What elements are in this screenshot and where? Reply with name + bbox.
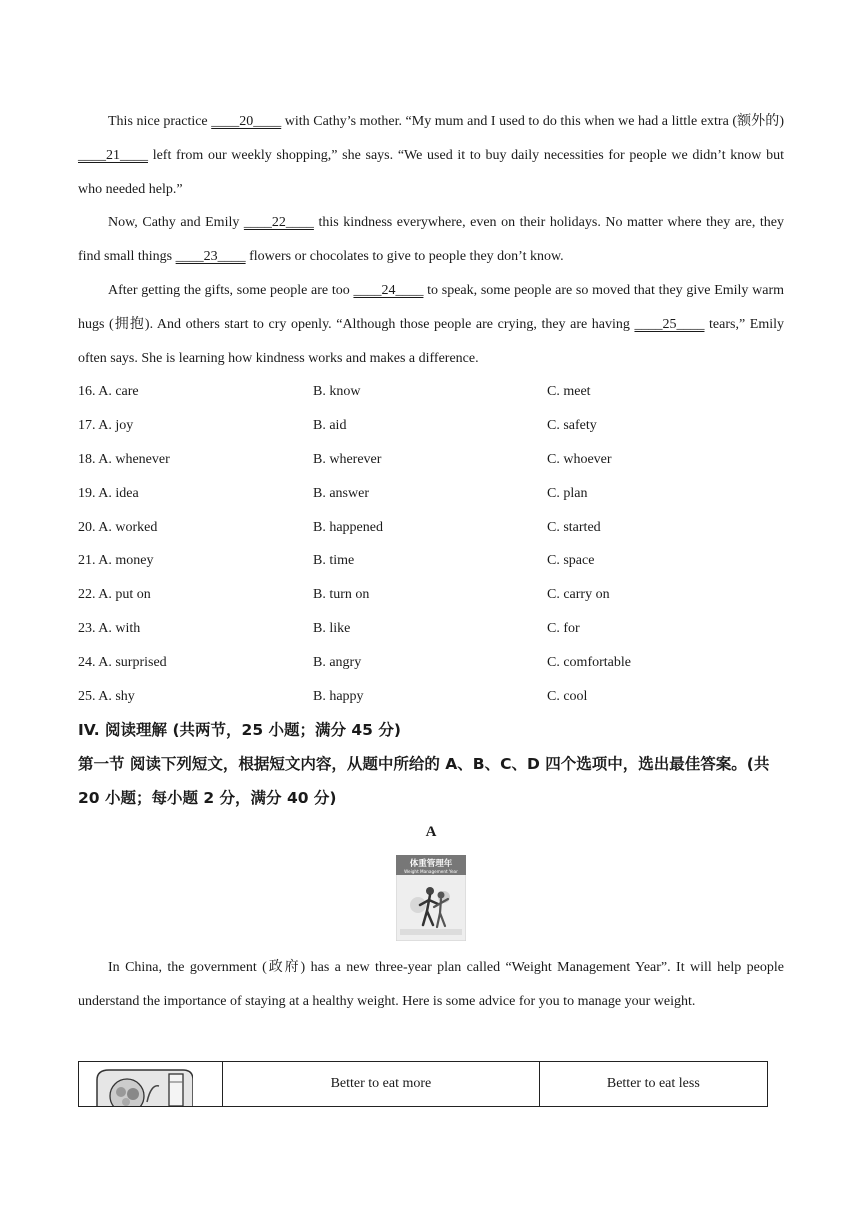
part-title: A	[425, 824, 437, 841]
blank-23: ____23____	[175, 249, 246, 265]
option-a: 16. A. care	[78, 384, 139, 400]
option-row	[78, 443, 784, 477]
passage-paragraph-1	[78, 105, 784, 206]
option-c: C. safety	[547, 418, 597, 434]
option-row	[78, 578, 784, 612]
text: This nice practice	[108, 114, 212, 129]
text: flowers or chocolates to give to people they don’t know.	[245, 249, 564, 265]
option-c: C. whoever	[547, 451, 612, 467]
table-row	[79, 1062, 768, 1107]
poster-title: 体重管理年	[409, 859, 453, 870]
option-a: 19. A. idea	[78, 485, 139, 501]
option-b: B. like	[313, 620, 351, 636]
option-c: C. for	[547, 620, 580, 636]
weight-management-poster-image	[396, 855, 466, 941]
option-row	[78, 646, 784, 680]
option-row	[78, 409, 784, 443]
text: this kindness everywhere, even on their holidays. No matter where they are, they find small things	[78, 215, 784, 265]
option-row	[78, 477, 784, 511]
text: Now, Cathy and Emily	[108, 215, 244, 231]
option-row	[78, 511, 784, 545]
text: left from our weekly shopping,” she says. “We used it to buy daily necessities for people we didn’t know but who needed help.”	[78, 147, 784, 197]
option-c: C. comfortable	[547, 654, 631, 670]
option-row	[78, 375, 784, 409]
food-image-cell	[79, 1062, 223, 1107]
option-a: 18. A. whenever	[78, 451, 170, 467]
option-a: 23. A. with	[78, 620, 141, 636]
option-b: B. happened	[313, 519, 383, 535]
option-a: 17. A. joy	[78, 418, 134, 434]
option-b: B. wherever	[313, 451, 382, 467]
blank-21: ____21____	[78, 147, 148, 163]
option-b: B. angry	[313, 654, 362, 670]
worksheet-page	[78, 105, 784, 1019]
option-c: C. started	[547, 519, 601, 535]
option-b: B. answer	[313, 485, 369, 501]
option-b: B. turn on	[313, 587, 370, 603]
option-c: C. carry on	[547, 587, 610, 603]
section-instructions: 第一节 阅读下列短文，根据短文内容，从题中所给的 A、B、C、D 四个选项中，选出最佳答案。(共 20 小题；每小题 2 分，满分 40 分)	[78, 755, 770, 808]
option-b: B. know	[313, 384, 361, 400]
option-a: 25. A. shy	[78, 688, 135, 704]
option-b: B. aid	[313, 418, 347, 434]
option-a: 22. A. put on	[78, 587, 151, 603]
option-c: C. plan	[547, 485, 588, 501]
option-row	[78, 680, 784, 714]
passage-paragraph-2	[78, 206, 784, 274]
text: to speak, some people are so moved that they give Emily warm hugs (拥抱). And others start to cry openly. “Although those people are crying, they are having	[78, 282, 785, 332]
passage-paragraph-3	[78, 274, 784, 375]
blank-22: ____22____	[243, 215, 314, 231]
food-tray-image	[93, 1062, 193, 1106]
table-header-eat-more: Better to eat more	[223, 1062, 539, 1107]
text: tears,” Emily often says. She is learning how kindness works and makes a difference.	[78, 316, 784, 366]
option-c: C. space	[547, 553, 595, 569]
poster-subtitle: Weight Management Year	[404, 869, 458, 875]
reading-intro: In China, the government (政府) has a new three-year plan called “Weight Management Year”. It will help people understand the importance of staying at a healthy weight. Here is some advice for you to manage your weight.	[78, 960, 784, 1010]
option-c: C. cool	[547, 688, 588, 704]
text: with Cathy’s mother. “My mum and I used to do this when we had a little extra (额外的)	[281, 114, 784, 129]
option-a: 20. A. worked	[78, 519, 158, 535]
option-row	[78, 544, 784, 578]
table-header-eat-less: Better to eat less	[539, 1062, 767, 1107]
options-list	[78, 375, 784, 713]
option-c: C. meet	[547, 384, 591, 400]
blank-25: ____25____	[634, 316, 705, 332]
advice-table	[78, 1061, 768, 1107]
option-row	[78, 612, 784, 646]
text: After getting the gifts, some people are too	[108, 282, 354, 298]
option-a: 24. A. surprised	[78, 654, 167, 670]
option-b: B. happy	[313, 688, 364, 704]
option-a: 21. A. money	[78, 553, 154, 569]
blank-24: ____24____	[353, 282, 424, 298]
blank-20: ____20____	[211, 114, 282, 129]
section-heading: IV. 阅读理解 (共两节，25 小题；满分 45 分)	[78, 721, 401, 740]
option-b: B. time	[313, 553, 355, 569]
